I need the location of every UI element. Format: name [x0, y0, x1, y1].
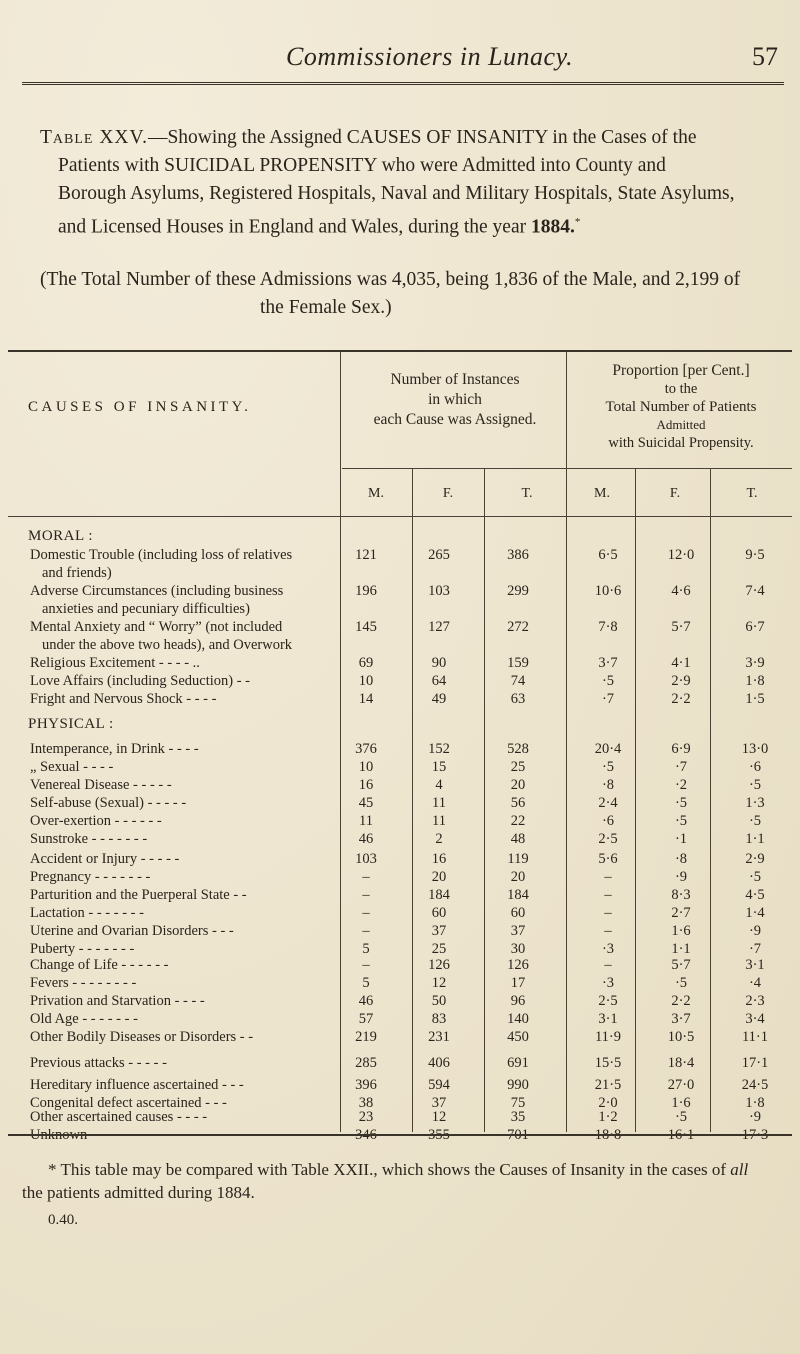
- count-total: 990: [507, 1077, 529, 1093]
- percent-total: 7·4: [745, 583, 765, 599]
- percent-total: ·4: [748, 975, 762, 991]
- percent-total: ·5: [748, 777, 762, 793]
- count-male: –: [362, 905, 370, 921]
- proportion-header-line-5: with Suicidal Propensity.: [608, 435, 754, 451]
- percent-female: 27·0: [667, 1077, 695, 1093]
- count-total: 35: [510, 1109, 526, 1125]
- percent-male: 3·7: [598, 655, 618, 671]
- percent-male: ·6: [601, 813, 615, 829]
- percent-female: ·5: [674, 813, 688, 829]
- count-female: 406: [428, 1055, 450, 1071]
- admissions-note: [40, 266, 780, 322]
- footnote: [22, 1158, 792, 1204]
- count-female: 50: [431, 993, 447, 1009]
- count-female: 4: [435, 777, 443, 793]
- count-female: 60: [431, 905, 447, 921]
- percent-male: ·5: [601, 759, 615, 775]
- caption-line-4: and Licensed Houses in England and Wales, during the year: [58, 216, 527, 238]
- cause-label: Change of Life - - - - - -: [30, 957, 169, 973]
- count-female: 152: [428, 741, 450, 757]
- percent-female: 2·7: [671, 905, 691, 921]
- percent-male: 15·5: [594, 1055, 622, 1071]
- running-title: Commissioners in Lunacy.: [286, 42, 574, 71]
- count-female: 594: [428, 1077, 450, 1093]
- cause-label-continuation: under the above two heads), and Overwork: [42, 637, 293, 653]
- cause-label: Lactation - - - - - - -: [30, 905, 144, 921]
- count-female: 90: [431, 655, 447, 671]
- count-male: 38: [358, 1095, 374, 1111]
- count-total: 386: [507, 547, 529, 563]
- count-total: 184: [507, 887, 529, 903]
- percent-total: ·7: [748, 941, 762, 957]
- count-male: 46: [358, 831, 374, 847]
- subheader-pm: M.: [594, 486, 610, 501]
- count-male: 57: [358, 1011, 374, 1027]
- count-total: 528: [507, 741, 529, 757]
- caption-year: 1884.: [530, 216, 575, 238]
- percent-total: 17·3: [741, 1127, 769, 1143]
- percent-male: 2·0: [598, 1095, 618, 1111]
- count-female: 37: [431, 1095, 447, 1111]
- percent-total: 3·4: [745, 1011, 765, 1027]
- cause-label: Mental Anxiety and “ Worry” (not included: [30, 619, 283, 635]
- running-head: [0, 42, 800, 82]
- count-male: 23: [358, 1109, 374, 1125]
- proportion-header-line-1: Proportion [per Cent.]: [612, 362, 750, 379]
- cause-label-continuation: anxieties and pecuniary difficulties): [42, 601, 250, 617]
- percent-male: 2·5: [598, 831, 618, 847]
- table-bottom-rule: [8, 1134, 792, 1136]
- percent-female: 2·2: [671, 993, 691, 1009]
- count-male: 196: [355, 583, 377, 599]
- percent-total: 1·1: [745, 831, 765, 847]
- count-female: 355: [428, 1127, 450, 1143]
- table-row: [0, 830, 800, 848]
- table-row: [0, 1076, 800, 1094]
- percent-male: 20·4: [594, 741, 622, 757]
- percent-male: –: [604, 887, 612, 903]
- subheader-pf: F.: [669, 486, 681, 501]
- table-row-continuation: [0, 636, 800, 654]
- cause-label: Intemperance, in Drink - - - -: [30, 741, 199, 757]
- percent-female: 1·1: [671, 941, 691, 957]
- cause-label: Other ascertained causes - - - -: [30, 1109, 208, 1125]
- percent-female: 4·1: [671, 655, 691, 671]
- cause-label: Self-abuse (Sexual) - - - - -: [30, 795, 187, 811]
- count-female: 64: [431, 673, 447, 689]
- count-total: 63: [510, 691, 526, 707]
- percent-female: 2·2: [671, 691, 691, 707]
- cause-label: Parturition and the Puerperal State - -: [30, 887, 247, 903]
- percent-male: 5·6: [598, 851, 618, 867]
- count-total: 20: [510, 869, 526, 885]
- table-row: [0, 546, 800, 564]
- count-total: 299: [507, 583, 529, 599]
- count-female: 184: [428, 887, 450, 903]
- cause-label: „ Sexual - - - -: [30, 759, 114, 775]
- cause-label: Puberty - - - - - - -: [30, 941, 135, 957]
- percent-female: ·8: [674, 851, 688, 867]
- percent-male: 2·5: [598, 993, 618, 1009]
- percent-total: 4·5: [745, 887, 765, 903]
- cause-label: Pregnancy - - - - - - -: [30, 869, 151, 885]
- percent-female: 5·7: [671, 619, 691, 635]
- percent-male: –: [604, 905, 612, 921]
- causes-column-header: CAUSES OF INSANITY.: [28, 399, 252, 415]
- cause-label: Previous attacks - - - - -: [30, 1055, 167, 1071]
- percent-total: 1·5: [745, 691, 765, 707]
- percent-female: 5·7: [671, 957, 691, 973]
- percent-total: 24·5: [741, 1077, 769, 1093]
- table-row: [0, 740, 800, 758]
- count-female: 231: [428, 1029, 450, 1045]
- percent-male: ·3: [601, 941, 615, 957]
- count-total: 691: [507, 1055, 529, 1071]
- count-female: 11: [432, 795, 446, 811]
- footnote-line-1: * This table may be compared with Table XXII., which shows the Causes of Insanity in the cases of: [48, 1160, 727, 1179]
- count-male: 145: [355, 619, 377, 635]
- count-male: 69: [358, 655, 374, 671]
- table-row: [0, 1028, 800, 1046]
- count-male: 5: [362, 941, 370, 957]
- cause-label: Adverse Circumstances (including business: [30, 583, 284, 599]
- count-male: –: [362, 923, 370, 939]
- cause-label: Venereal Disease - - - - -: [30, 777, 172, 793]
- count-female: 2: [435, 831, 443, 847]
- count-total: 96: [510, 993, 526, 1009]
- percent-male: 3·1: [598, 1011, 618, 1027]
- table-row: [0, 758, 800, 776]
- proportion-header-line-4: Admitted: [656, 417, 706, 432]
- cause-label: Sunstroke - - - - - - -: [30, 831, 148, 847]
- percent-male: 7·8: [598, 619, 618, 635]
- cause-label: Domestic Trouble (including loss of relatives: [30, 547, 293, 563]
- cause-label: Love Affairs (including Seduction) - -: [30, 673, 250, 689]
- table-row: [0, 1054, 800, 1072]
- count-male: 219: [355, 1029, 377, 1045]
- percent-total: 11·1: [741, 1029, 769, 1045]
- percent-total: 1·8: [745, 673, 765, 689]
- count-total: 25: [510, 759, 526, 775]
- count-total: 126: [507, 957, 529, 973]
- percent-male: –: [604, 869, 612, 885]
- cause-label: Accident or Injury - - - - -: [30, 851, 180, 867]
- table-caption: [40, 124, 780, 242]
- table-row: [0, 794, 800, 812]
- table-row-continuation: [0, 600, 800, 618]
- count-female: 20: [431, 869, 447, 885]
- count-total: 119: [507, 851, 529, 867]
- percent-female: 2·9: [671, 673, 691, 689]
- subheader-t: T.: [521, 486, 533, 501]
- section-physical: PHYSICAL :: [28, 716, 114, 732]
- proportion-header-line-3: Total Number of Patients: [605, 399, 757, 415]
- count-female: 103: [428, 583, 450, 599]
- count-female: 49: [431, 691, 447, 707]
- percent-male: –: [604, 923, 612, 939]
- count-total: 48: [510, 831, 526, 847]
- percent-female: 12·0: [667, 547, 695, 563]
- percent-total: ·9: [748, 923, 762, 939]
- cause-label: Fevers - - - - - - - -: [30, 975, 137, 991]
- header-subrule: [342, 468, 792, 469]
- count-male: 10: [358, 673, 374, 689]
- table-number: Table XXV.: [40, 127, 148, 148]
- percent-female: 16·1: [667, 1127, 695, 1143]
- percent-total: 9·5: [745, 547, 765, 563]
- count-male: 396: [355, 1077, 377, 1093]
- percent-female: 1·6: [671, 1095, 691, 1111]
- percent-male: ·7: [601, 691, 615, 707]
- percent-female: 10·5: [667, 1029, 695, 1045]
- count-male: 10: [358, 759, 374, 775]
- count-male: –: [362, 887, 370, 903]
- count-male: –: [362, 957, 370, 973]
- percent-female: 6·9: [671, 741, 691, 757]
- print-code: 0.40.: [48, 1212, 78, 1228]
- table-row: [0, 776, 800, 794]
- percent-male: ·5: [601, 673, 615, 689]
- percent-female: ·5: [674, 1109, 688, 1125]
- count-total: 30: [510, 941, 526, 957]
- header-bottom-rule: [8, 516, 792, 517]
- percent-male: –: [604, 957, 612, 973]
- footnote-marker: *: [574, 216, 581, 228]
- caption-line-1: —Showing the Assigned CAUSES OF INSANITY in the Cases of the: [147, 127, 697, 148]
- count-total: 37: [510, 923, 526, 939]
- note-line-2: the Female Sex.): [260, 297, 392, 318]
- percent-male: 11·9: [594, 1029, 622, 1045]
- count-male: 103: [355, 851, 377, 867]
- table-row: [0, 922, 800, 940]
- table-row: [0, 654, 800, 672]
- percent-total: 13·0: [741, 741, 769, 757]
- table-row: [0, 992, 800, 1010]
- footnote-emphasis: all: [730, 1160, 749, 1179]
- percent-total: 17·1: [741, 1055, 769, 1071]
- caption-line-2: Patients with SUICIDAL PROPENSITY who were Admitted into County and: [58, 155, 666, 176]
- cause-label-continuation: and friends): [42, 565, 112, 581]
- count-male: 14: [358, 691, 374, 707]
- number-header-line-2: in which: [428, 391, 482, 408]
- percent-total: ·5: [748, 869, 762, 885]
- table-row: [0, 618, 800, 636]
- percent-male: ·3: [601, 975, 615, 991]
- table-row: [0, 904, 800, 922]
- count-total: 272: [507, 619, 529, 635]
- count-total: 450: [507, 1029, 529, 1045]
- count-female: 83: [431, 1011, 447, 1027]
- percent-total: 1·4: [745, 905, 765, 921]
- subheader-m: M.: [368, 486, 384, 501]
- count-total: 75: [510, 1095, 526, 1111]
- count-male: 285: [355, 1055, 377, 1071]
- count-female: 126: [428, 957, 450, 973]
- percent-female: 8·3: [671, 887, 691, 903]
- cause-label: Congenital defect ascertained - - -: [30, 1095, 227, 1111]
- table-row: [0, 850, 800, 868]
- count-total: 140: [507, 1011, 529, 1027]
- table-row: [0, 1010, 800, 1028]
- note-line-1: (The Total Number of these Admissions was 4,035, being 1,836 of the Male, and 2,199 of: [40, 269, 741, 290]
- proportion-column-header: [568, 362, 794, 452]
- header-rule: [22, 82, 784, 85]
- cause-label: Privation and Starvation - - - -: [30, 993, 205, 1009]
- cause-label: Fright and Nervous Shock - - - -: [30, 691, 217, 707]
- count-male: 346: [355, 1127, 377, 1143]
- percent-female: ·1: [674, 831, 688, 847]
- count-total: 22: [510, 813, 526, 829]
- percent-female: ·2: [674, 777, 688, 793]
- table-top-rule: [8, 350, 792, 352]
- cause-label: Religious Excitement - - - - ..: [30, 655, 200, 671]
- count-male: 16: [358, 777, 374, 793]
- count-male: 46: [358, 993, 374, 1009]
- percent-total: ·9: [748, 1109, 762, 1125]
- percent-total: 1·8: [745, 1095, 765, 1111]
- table-row: [0, 868, 800, 886]
- count-male: 121: [355, 547, 377, 563]
- table-row: [0, 886, 800, 904]
- percent-total: 3·9: [745, 655, 765, 671]
- count-total: 701: [507, 1127, 529, 1143]
- percent-total: 2·9: [745, 851, 765, 867]
- proportion-header-line-2: to the: [664, 381, 698, 397]
- percent-female: 4·6: [671, 583, 691, 599]
- percent-female: 1·6: [671, 923, 691, 939]
- percent-female: ·5: [674, 975, 688, 991]
- percent-total: ·6: [748, 759, 762, 775]
- percent-male: 2·4: [598, 795, 618, 811]
- table-row: [0, 1108, 800, 1126]
- percent-total: 3·1: [745, 957, 765, 973]
- table-row: [0, 690, 800, 708]
- count-female: 12: [431, 1109, 447, 1125]
- count-female: 11: [432, 813, 446, 829]
- count-female: 16: [431, 851, 447, 867]
- section-moral: MORAL :: [28, 528, 94, 544]
- subheader-f: F.: [442, 486, 454, 501]
- count-total: 159: [507, 655, 529, 671]
- count-male: 376: [355, 741, 377, 757]
- percent-total: 1·3: [745, 795, 765, 811]
- count-male: 5: [362, 975, 370, 991]
- count-female: 127: [428, 619, 450, 635]
- cause-label: Uterine and Ovarian Disorders - - -: [30, 923, 234, 939]
- number-column-header: [345, 370, 565, 430]
- percent-female: 3·7: [671, 1011, 691, 1027]
- percent-male: ·8: [601, 777, 615, 793]
- count-total: 60: [510, 905, 526, 921]
- count-male: 45: [358, 795, 374, 811]
- percent-total: 6·7: [745, 619, 765, 635]
- percent-female: 18·4: [667, 1055, 695, 1071]
- table-row: [0, 956, 800, 974]
- percent-female: ·9: [674, 869, 688, 885]
- count-total: 20: [510, 777, 526, 793]
- count-male: –: [362, 869, 370, 885]
- number-header-line-1: Number of Instances: [390, 371, 520, 388]
- percent-total: ·5: [748, 813, 762, 829]
- percent-male: 1·2: [598, 1109, 618, 1125]
- count-female: 37: [431, 923, 447, 939]
- table-row-continuation: [0, 564, 800, 582]
- count-male: 11: [359, 813, 373, 829]
- cause-label: Over-exertion - - - - - -: [30, 813, 162, 829]
- percent-female: ·5: [674, 795, 688, 811]
- table-row: [0, 974, 800, 992]
- count-total: 17: [510, 975, 526, 991]
- table-row: [0, 812, 800, 830]
- percent-female: ·7: [674, 759, 688, 775]
- number-header-line-3: each Cause was Assigned.: [373, 411, 537, 428]
- percent-male: 10·6: [594, 583, 622, 599]
- subheader-pt: T.: [746, 486, 758, 501]
- count-female: 265: [428, 547, 450, 563]
- table-row: [0, 672, 800, 690]
- count-female: 15: [431, 759, 447, 775]
- count-female: 12: [431, 975, 447, 991]
- footnote-line-2: the patients admitted during 1884.: [22, 1183, 255, 1202]
- percent-male: 18·8: [594, 1127, 622, 1143]
- cause-label: Old Age - - - - - - -: [30, 1011, 138, 1027]
- cause-label: Unknown - - - - - - -: [30, 1127, 147, 1143]
- percent-total: 2·3: [745, 993, 765, 1009]
- percent-male: 6·5: [598, 547, 618, 563]
- page-number: 57: [752, 42, 778, 71]
- caption-line-3: Borough Asylums, Registered Hospitals, Naval and Military Hospitals, State Asylums,: [58, 183, 735, 204]
- cause-label: Other Bodily Diseases or Disorders - -: [30, 1029, 254, 1045]
- count-total: 74: [510, 673, 526, 689]
- table-row: [0, 582, 800, 600]
- count-total: 56: [510, 795, 526, 811]
- count-female: 25: [431, 941, 447, 957]
- percent-male: 21·5: [594, 1077, 622, 1093]
- cause-label: Hereditary influence ascertained - - -: [30, 1077, 244, 1093]
